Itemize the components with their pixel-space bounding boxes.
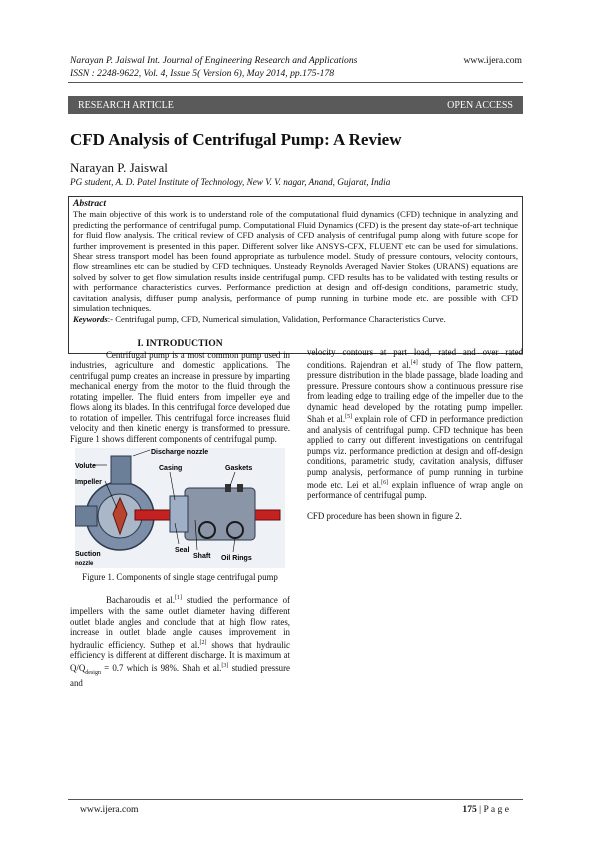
paper-title: CFD Analysis of Centrifugal Pump: A Review <box>70 130 402 149</box>
keywords-line <box>73 314 518 324</box>
author-name: Narayan P. Jaiswal <box>70 160 168 175</box>
pump-components-illustration <box>75 448 285 568</box>
section-heading-introduction: I. INTRODUCTION <box>137 338 223 349</box>
right-column <box>307 347 523 521</box>
keywords-text: :- Centrifugal pump, CFD, Numerical simulation, Validation, Performance Characteristics Curve. <box>107 314 446 325</box>
citation-1[interactable]: [1] <box>175 595 183 602</box>
figure-1-caption: Figure 1. Components of single stage centrifugal pump <box>82 572 278 583</box>
abstract-text: The main objective of this work is to understand role of the computational fluid dynamics (CFD) technique in analyzing and predicting the performance of centrifugal pump. Computational Fluid Dynamics (CFD) is the present day state-of-art technique for fluid flow analysis. The critical review of CFD analysis of CFD analysis of centrifugal pump along with future scope for further improvement is presented in this paper. Different solver like ANSYS-CFX, FLUENT etc can be used for simulations. Shear stress transport model has been found appropriate as turbulence model. Study of pressure contours, velocity contours, flow streamlines etc can be studied by CFD techniques. Unsteady Reynolds Averaged Navier Stokes (URANS) equations are solved by solver to get flow simulation results inside centrifugal pump. CFD results has to be validated with testing results or with performance characteristics curves. Performance prediction at design and off-design conditions, parametric study, cavitation analysis, diffuser pump analysis, performance of pump running in turbine mode etc. are possible with CFD simulation techniques. <box>73 209 518 314</box>
footer-website-link[interactable]: www.ijera.com <box>80 804 139 815</box>
label-casing: Casing <box>159 465 183 473</box>
cfd-procedure-paragraph: CFD procedure has been shown in figure 2. <box>307 510 462 521</box>
journal-header <box>70 55 450 80</box>
journal-line-1: Narayan P. Jaiswal Int. Journal of Engineering Research and Applications <box>70 55 358 66</box>
citation-3[interactable]: [3] <box>221 662 229 669</box>
label-discharge-nozzle: Discharge nozzle <box>151 449 209 457</box>
citation-4[interactable]: [4] <box>410 359 418 366</box>
label-suction-nozzle: nozzle <box>75 561 94 568</box>
label-impeller: Impeller <box>75 479 102 487</box>
header-website-link[interactable]: www.ijera.com <box>463 55 522 66</box>
literature-paragraph-1: Bacharoudis et al.[1] studied the performance of impellers with the same outlet diameter having different outlet blade angles and conclude that at high flow rates, increase in outlet blade angle causes improvement in hydraulic efficiency. Suthep et al.[2] shows that hydraulic efficiency is different at different discharge. It is maximum at $Q/Q_{design} = 0.7$ which is 98%. Shah et al.[3] studied pressure and <box>70 595 291 688</box>
journal-line-2: ISSN : 2248-9622, Vol. 4, Issue 5( Version 6), May 2014, pp.175-178 <box>70 67 335 79</box>
left-column <box>70 339 290 689</box>
open-access-label: OPEN ACCESS <box>447 99 513 111</box>
literature-paragraph-2: velocity contours at part load, rated and over rated conditions. Rajendran et al.[4] study of The flow pattern, pressure distribution in the blade passage, blade loading and pressure. Pressure contours show a continuous pressure rise from leading edge to trailing edge of the impeller due to the dynamic head developed by the rotating pump impeller. Shah et al.[5] explain role of CFD in performance prediction and analysis of centrifugal pump. CFD technique has been applied to carry out different investigations on centrifugal pumps viz. performance prediction at design and off-design conditions, parametric study, cavitation analysis, diffuser pump analysis, performance of pump running in turbine mode etc. Lei et al.[6] explain influence of wrap angle on performance of centrifugal pump. <box>307 347 524 501</box>
intro-paragraph: Centrifugal pump is a most common pump used in industries, agriculture and domestic applications. The centrifugal pump creates an increase in pressure by imparting mechanical energy from the motor to the fluid through the rotating impeller. The fluid enters from impeller eye and flows along its blades. In this centrifugal force developed due to rotation of impeller. This centrifugal force increases fluid velocity and then kinetic energy is transformed to pressure. Figure 1 shows different components of centrifugal pump. <box>70 349 290 444</box>
label-shaft: Shaft <box>193 553 211 561</box>
page-number: 175 | P a g e <box>462 804 509 815</box>
citation-2[interactable]: [2] <box>199 639 207 646</box>
abstract-box <box>68 196 523 354</box>
author-affiliation: PG student, A. D. Patel Institute of Technology, New V. V. nagar, Anand, Gujarat, India <box>70 177 391 187</box>
article-type-label: RESEARCH ARTICLE <box>78 99 174 111</box>
label-seal: Seal <box>175 547 190 555</box>
label-suction: Suction <box>75 551 101 559</box>
abstract-heading: Abstract <box>73 198 107 209</box>
label-oil-rings: Oil Rings <box>221 555 252 563</box>
citation-6[interactable]: [6] <box>381 479 389 486</box>
keywords-label: Keywords <box>73 314 108 325</box>
label-gaskets: Gaskets <box>225 465 253 473</box>
footer-divider <box>68 799 523 800</box>
label-volute: Volute <box>75 463 96 471</box>
figure-1-pump-diagram <box>75 448 285 568</box>
article-banner <box>68 96 523 114</box>
header-divider <box>68 82 523 83</box>
citation-5[interactable]: [5] <box>345 414 353 421</box>
